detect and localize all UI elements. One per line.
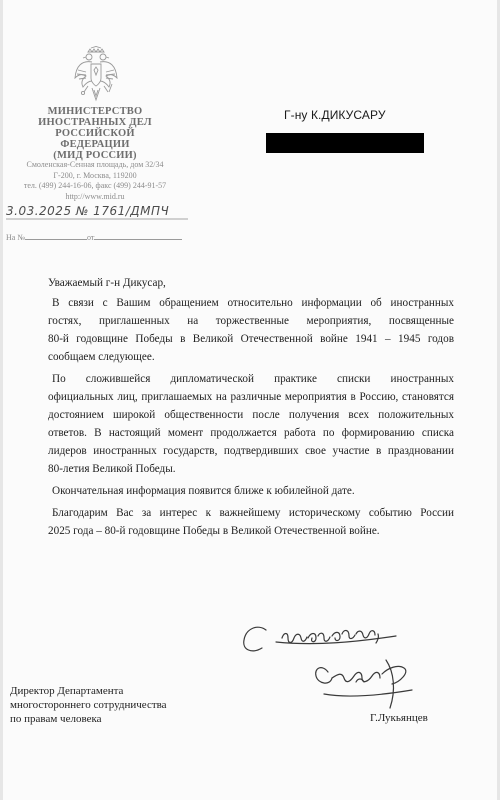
paragraph-3	[46, 482, 454, 500]
signatory-title-line: Директор Департамента	[10, 685, 124, 697]
signatory-title-line: многостороннего сотрудничества	[10, 699, 167, 711]
reference-from: от	[86, 233, 95, 242]
paragraph-line: лидеров иностранных государств, подтвердивших свое участие в праздновании	[48, 445, 454, 457]
ministry-name-line: РОССИЙСКОЙ ФЕДЕРАЦИИ	[55, 128, 135, 150]
redaction-bar	[266, 133, 424, 153]
signatory-name: Г.Лукьянцев	[370, 712, 428, 724]
paragraph-1	[46, 294, 454, 366]
signatory-title	[10, 684, 230, 726]
paragraph-line: Окончательная информация появится ближе к юбилейной дате.	[52, 485, 355, 497]
ministry-name	[20, 106, 170, 161]
paragraph-line: достоянием широкой общественности после получения всех положительных	[48, 409, 454, 421]
ministry-name-line: (МИД РОССИИ)	[53, 150, 137, 161]
signatory-title-line: по правам человека	[10, 713, 102, 725]
paragraph-2	[46, 370, 454, 478]
reference-prefix: На №	[6, 233, 25, 242]
address-line: Смоленская-Сенная площадь, дом 32/34	[26, 160, 164, 169]
paragraph-line: сообщаем следующее.	[48, 351, 155, 363]
salutation-text: Уважаемый г-н Дикусар,	[48, 277, 166, 289]
addressee: Г-ну К.ДИКУСАРУ	[284, 108, 386, 122]
paragraph-line: ответов. В настоящий момент продолжается работа по формированию списка	[48, 427, 454, 439]
paragraph-line: 80-й годовщине Победы в Великой Отечественной войне 1941 – 1945 годов	[48, 333, 454, 345]
paragraph-line: По сложившейся дипломатической практике списки иностранных	[52, 373, 454, 385]
letter-body	[46, 274, 454, 544]
registration-number: 3.03.2025 № 1761/ДМПЧ	[6, 204, 170, 218]
handwritten-signature	[236, 612, 436, 716]
reference-number-blank	[25, 232, 87, 240]
address-line: http://www.mid.ru	[65, 191, 125, 201]
address-line: тел. (499) 244-16-06, факс (499) 244-91-57	[23, 181, 167, 190]
salutation	[46, 274, 454, 292]
paragraph-line: гостях, приглашенных на торжественные мероприятия, посвященные	[48, 315, 454, 327]
paragraph-line: официальных лиц, приглашаемых на различные мероприятия в Россию, становятся	[48, 391, 454, 403]
paragraph-4	[46, 504, 454, 540]
paragraph-line: 2025 года – 80-й годовщине Победы в Великой Отечественной войне.	[48, 525, 380, 537]
ministry-address	[6, 160, 184, 202]
address-line: Г-200, г. Москва, 119200	[53, 170, 137, 180]
reference-line	[6, 232, 182, 242]
paragraph-line: Благодарим Вас за интерес к важнейшему историческому событию России	[52, 507, 454, 519]
ministry-name-line: ИНОСТРАННЫХ ДЕЛ	[38, 117, 152, 128]
ministry-name-line: МИНИСТЕРСТВО	[47, 106, 143, 117]
paragraph-line: В связи с Вашим обращением относительно информации об иностранных	[52, 297, 454, 309]
reference-date-blank	[94, 232, 182, 240]
state-emblem-icon	[72, 46, 120, 104]
paragraph-line: 80-летия Великой Победы.	[48, 463, 176, 475]
